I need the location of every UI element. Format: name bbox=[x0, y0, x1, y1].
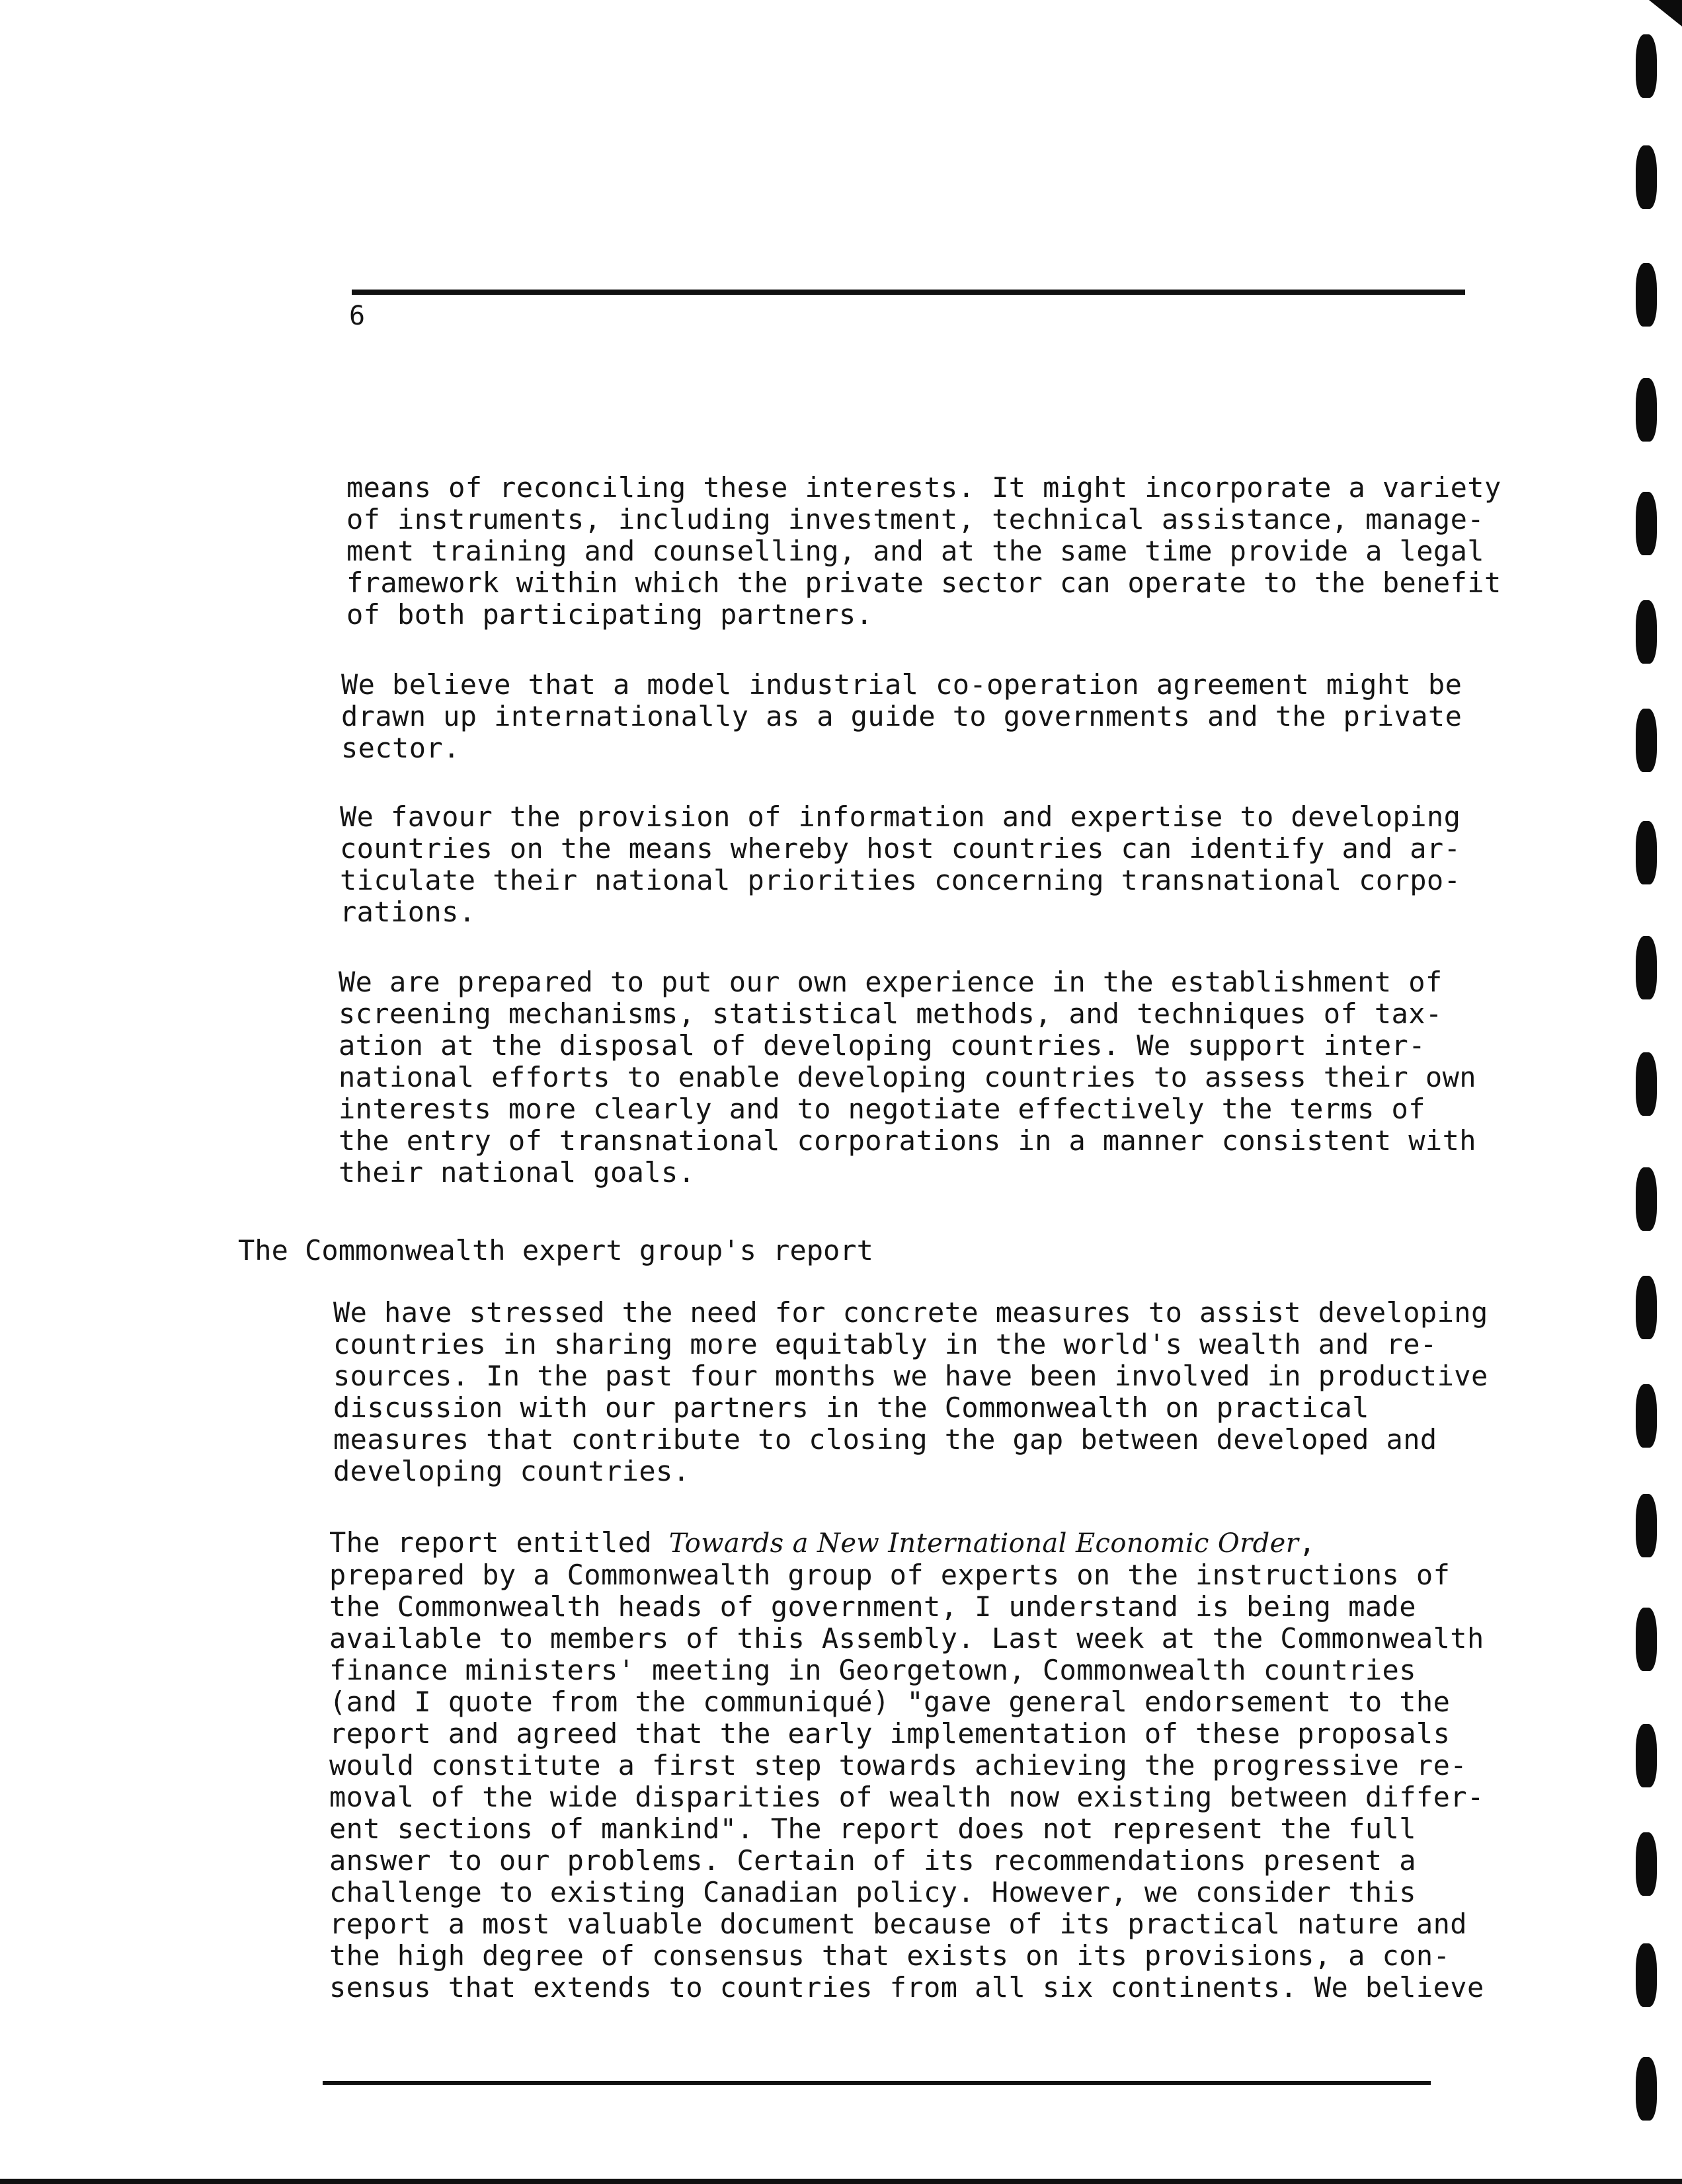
binding-hole bbox=[1636, 709, 1657, 772]
binding-hole bbox=[1636, 1943, 1657, 2007]
text-line: rations. bbox=[340, 896, 476, 928]
text-line: interests more clearly and to negotiate effectively the terms of bbox=[339, 1093, 1425, 1125]
page-bottom-edge bbox=[0, 2179, 1682, 2184]
text-line-suffix: , bbox=[1299, 1526, 1316, 1559]
text-line: means of reconciling these interests. It might incorporate a variety bbox=[346, 471, 1502, 504]
text-line: prepared by a Commonwealth group of experts on the instructions of bbox=[329, 1559, 1451, 1591]
text-line: developing countries. bbox=[333, 1455, 690, 1487]
paragraph-own-experience bbox=[339, 966, 1476, 1189]
binding-hole bbox=[1636, 378, 1657, 442]
text-line: measures that contribute to closing the gap between developed and bbox=[333, 1423, 1437, 1456]
binding-hole bbox=[1636, 1167, 1657, 1231]
text-line: challenge to existing Canadian policy. However, we consider this bbox=[329, 1876, 1416, 1908]
text-line: answer to our problems. Certain of its recommendations present a bbox=[329, 1844, 1416, 1877]
bottom-rule bbox=[323, 2081, 1431, 2085]
text-line: moval of the wide disparities of wealth now existing between differ- bbox=[329, 1781, 1484, 1813]
binding-hole bbox=[1636, 1384, 1657, 1448]
binding-hole bbox=[1636, 1832, 1657, 1896]
text-line: would constitute a first step towards achieving the progressive re- bbox=[329, 1749, 1467, 1781]
text-line: ment training and counselling, and at the same time provide a legal bbox=[346, 535, 1484, 567]
text-line: of both participating partners. bbox=[346, 598, 873, 631]
report-title: Towards a New International Economic Order bbox=[668, 1528, 1299, 1559]
text-line: of instruments, including investment, technical assistance, manage- bbox=[346, 503, 1484, 535]
section-heading: The Commonwealth expert group's report bbox=[238, 1234, 873, 1267]
text-line: We believe that a model industrial co-operation agreement might be bbox=[341, 668, 1462, 701]
text-line: ation at the disposal of developing countries. We support inter- bbox=[339, 1029, 1425, 1062]
text-line: drawn up internationally as a guide to governments and the private bbox=[341, 700, 1462, 732]
page-corner-mark bbox=[1649, 0, 1682, 26]
top-rule bbox=[352, 290, 1465, 295]
text-line: the entry of transnational corporations in a manner consistent with bbox=[339, 1124, 1476, 1157]
binding-hole bbox=[1636, 145, 1657, 209]
text-line: framework within which the private sector can operate to the benefit bbox=[346, 566, 1502, 599]
text-line: available to members of this Assembly. Last week at the Commonwealth bbox=[329, 1622, 1484, 1655]
page-number: 6 bbox=[349, 301, 366, 331]
binding-hole bbox=[1636, 600, 1657, 664]
text-line: screening mechanisms, statistical methods, and techniques of tax- bbox=[339, 997, 1443, 1030]
binding-hole bbox=[1636, 263, 1657, 327]
text-line: the Commonwealth heads of government, I understand is being made bbox=[329, 1590, 1416, 1623]
text-line: countries on the means whereby host countries can identify and ar- bbox=[340, 832, 1461, 865]
paragraph-report bbox=[329, 1527, 1484, 2004]
text-line: finance ministers' meeting in Georgetown, Commonwealth countries bbox=[329, 1654, 1416, 1686]
text-line: sensus that extends to countries from all six continents. We believe bbox=[329, 1971, 1484, 2004]
text-line: discussion with our partners in the Commonwealth on practical bbox=[333, 1391, 1369, 1424]
paragraph-concrete-measures bbox=[333, 1297, 1488, 1487]
text-line-prefix: The report entitled bbox=[329, 1526, 669, 1559]
text-line: sources. In the past four months we have been involved in productive bbox=[333, 1360, 1488, 1392]
text-line: their national goals. bbox=[339, 1156, 696, 1189]
text-line: the high degree of consensus that exists on its provisions, a con- bbox=[329, 1939, 1451, 1972]
text-line: ent sections of mankind". The report does not represent the full bbox=[329, 1813, 1416, 1845]
paragraph-information-expertise bbox=[340, 801, 1461, 928]
text-line: ticulate their national priorities concerning transnational corpo- bbox=[340, 864, 1461, 896]
binding-hole bbox=[1636, 821, 1657, 884]
text-line: countries in sharing more equitably in the world's wealth and re- bbox=[333, 1328, 1437, 1360]
binding-hole bbox=[1636, 2057, 1657, 2121]
binding-hole bbox=[1636, 34, 1657, 98]
text-line: We are prepared to put our own experience in the establishment of bbox=[339, 966, 1443, 998]
text-line: We favour the provision of information and expertise to developing bbox=[340, 800, 1461, 833]
text-line: (and I quote from the communiqué) "gave general endorsement to the bbox=[329, 1686, 1451, 1718]
text-line: report and agreed that the early implementation of these proposals bbox=[329, 1717, 1451, 1750]
paragraph-model-agreement bbox=[341, 669, 1462, 764]
binding-hole bbox=[1636, 1724, 1657, 1787]
text-line: We have stressed the need for concrete measures to assist developing bbox=[333, 1296, 1488, 1329]
text-line: sector. bbox=[341, 732, 460, 764]
paragraph-reconciling-interests bbox=[346, 472, 1502, 631]
binding-hole bbox=[1636, 1052, 1657, 1116]
binding-hole bbox=[1636, 1608, 1657, 1671]
binding-hole bbox=[1636, 936, 1657, 999]
binding-hole bbox=[1636, 492, 1657, 555]
binding-hole bbox=[1636, 1276, 1657, 1339]
text-line: report a most valuable document because of its practical nature and bbox=[329, 1908, 1467, 1940]
binding-hole bbox=[1636, 1494, 1657, 1557]
text-line: national efforts to enable developing countries to assess their own bbox=[339, 1061, 1476, 1093]
